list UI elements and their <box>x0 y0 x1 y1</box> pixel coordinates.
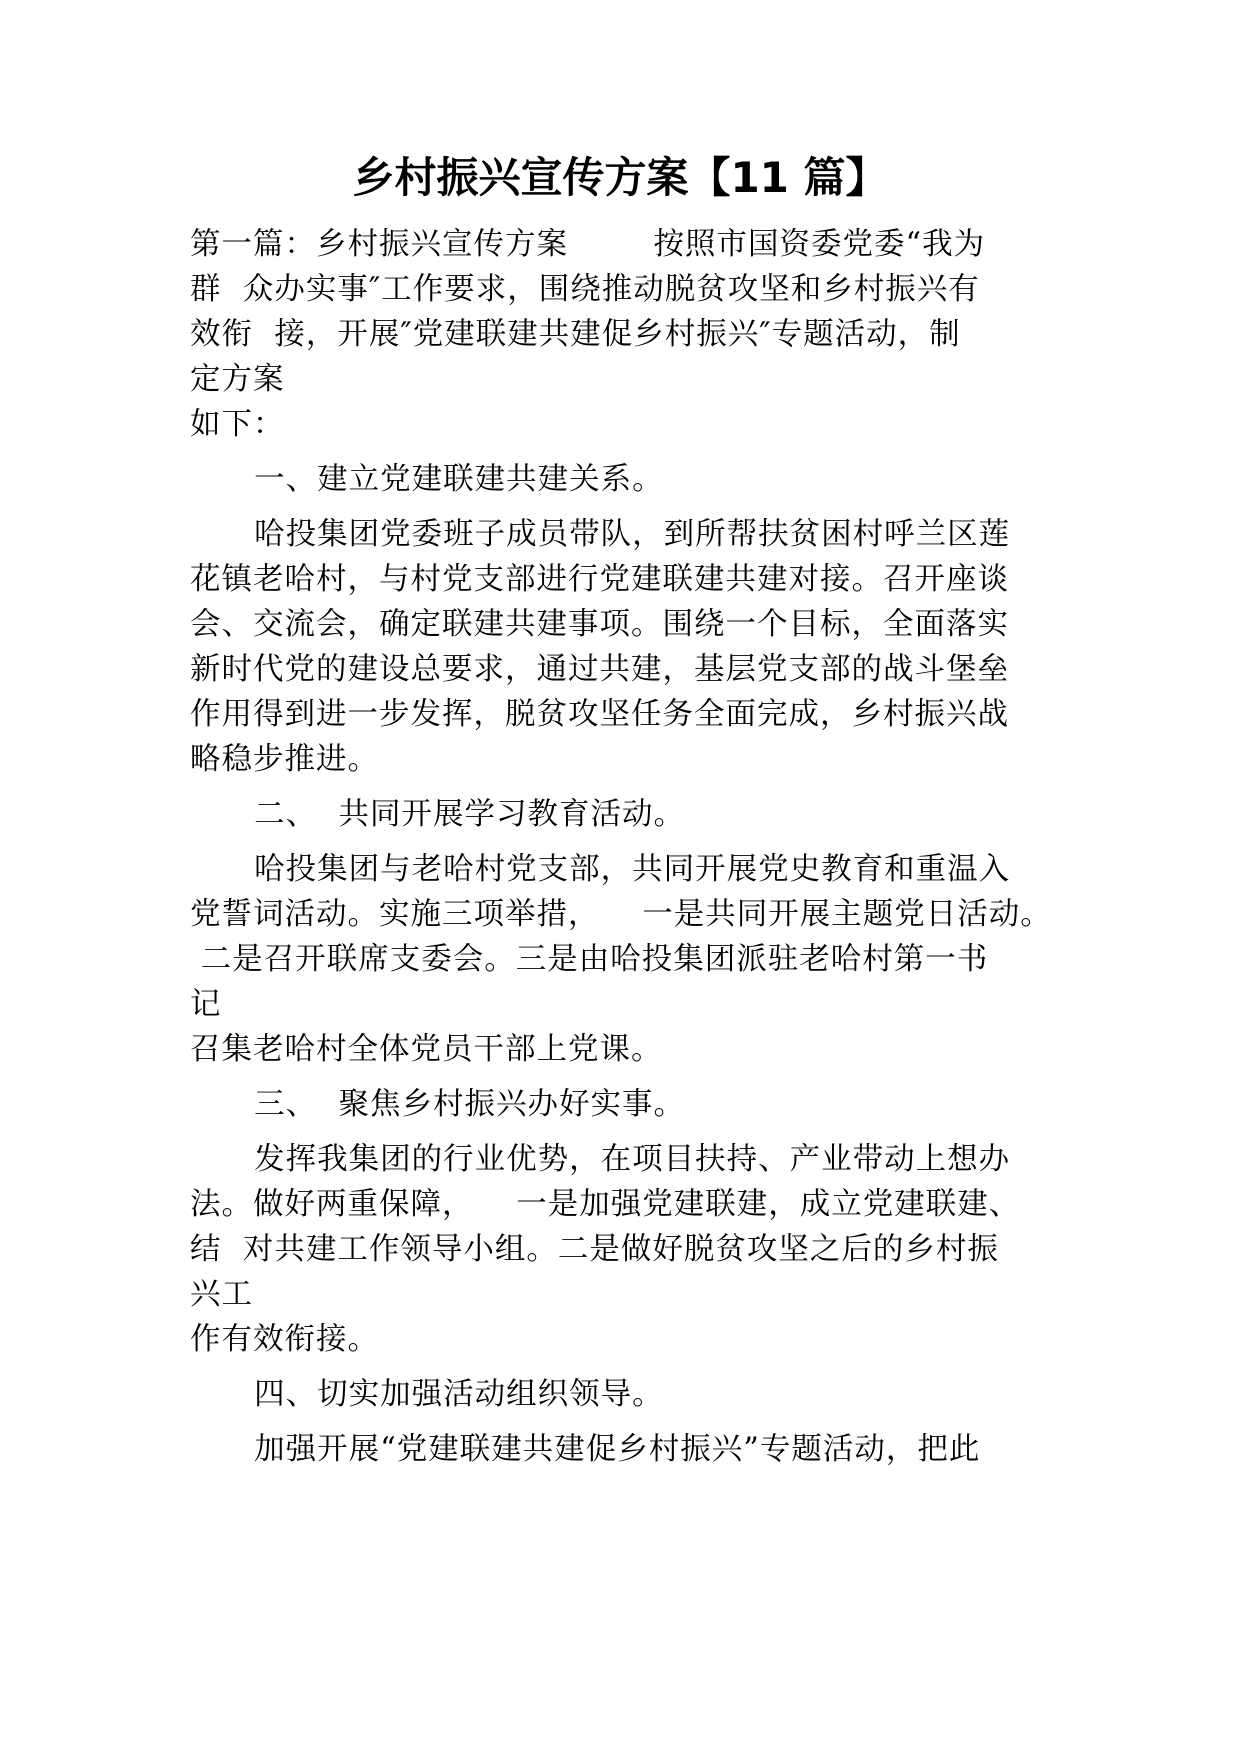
paragraph-gap <box>190 837 1060 847</box>
text-line: 加强开展“党建联建共建促乡村振兴”专题活动，把此 <box>190 1432 981 1467</box>
text-line: 作有效衔接。 <box>190 1322 379 1357</box>
text-line: 花镇老哈村，与村党支部进行党建联建共建对接。召开座谈 <box>190 562 1009 597</box>
text-line: 结 对共建工作领导小组。二是做好脱贫攻坚之后的乡村振 <box>190 1232 999 1267</box>
text-line: 略稳步推进。 <box>190 742 379 777</box>
text-line: 发挥我集团的行业优势，在项目扶持、产业带动上想办 <box>190 1142 1011 1177</box>
document-title: 乡村振兴宣传方案【11 篇】 <box>352 153 888 202</box>
text-line: 定方案 <box>190 362 285 397</box>
paragraph-gap <box>190 782 1060 792</box>
paragraph-gap <box>190 502 1060 512</box>
text-line: 一、建立党建联建共建关系。 <box>190 462 664 497</box>
text-line: 会、交流会，确定联建共建事项。围绕一个目标，全面落实 <box>190 607 1009 642</box>
text-line: 新时代党的建设总要求，通过共建，基层党支部的战斗堡垒 <box>190 652 1009 687</box>
text-line: 党誓词活动。实施三项举措， 一是共同开展主题党日活动。 <box>190 897 1052 932</box>
paragraph-gap <box>190 1417 1060 1427</box>
text-line: 召集老哈村全体党员干部上党课。 <box>190 1032 663 1067</box>
paragraph-gap <box>190 1362 1060 1372</box>
text-line: 三、 聚焦乡村振兴办好实事。 <box>190 1087 686 1122</box>
text-line: 作用得到进一步发挥，脱贫攻坚任务全面完成，乡村振兴战 <box>190 697 1009 732</box>
paragraph-gap <box>190 1127 1060 1137</box>
text-line: 哈投集团党委班子成员带队，到所帮扶贫困村呼兰区莲 <box>190 517 1011 552</box>
paragraph-gap <box>190 1072 1060 1082</box>
text-line: 记 <box>190 987 222 1022</box>
text-line: 四、切实加强活动组织领导。 <box>190 1377 664 1412</box>
text-line: 如下： <box>190 407 285 442</box>
text-line: 兴工 <box>190 1277 253 1312</box>
text-line: 二是召开联席支委会。三是由哈投集团派驻老哈村第一书 <box>190 942 989 977</box>
paragraph-gap <box>190 447 1060 457</box>
text-line: 二、 共同开展学习教育活动。 <box>190 797 686 832</box>
text-line: 效衔 接，开展″党建联建共建促乡村振兴″专题活动，制 <box>190 317 961 352</box>
text-line: 群 众办实事″工作要求，围绕推动脱贫攻坚和乡村振兴有 <box>190 272 980 307</box>
text-line: 哈投集团与老哈村党支部，共同开展党史教育和重温入 <box>190 852 1011 887</box>
text-line: 法。做好两重保障， 一是加强党建联建，成立党建联建、 <box>190 1187 1021 1222</box>
text-line: 第一篇：乡村振兴宣传方案 按照市国资委党委“我为 <box>190 227 986 262</box>
document-body <box>190 222 1060 1472</box>
